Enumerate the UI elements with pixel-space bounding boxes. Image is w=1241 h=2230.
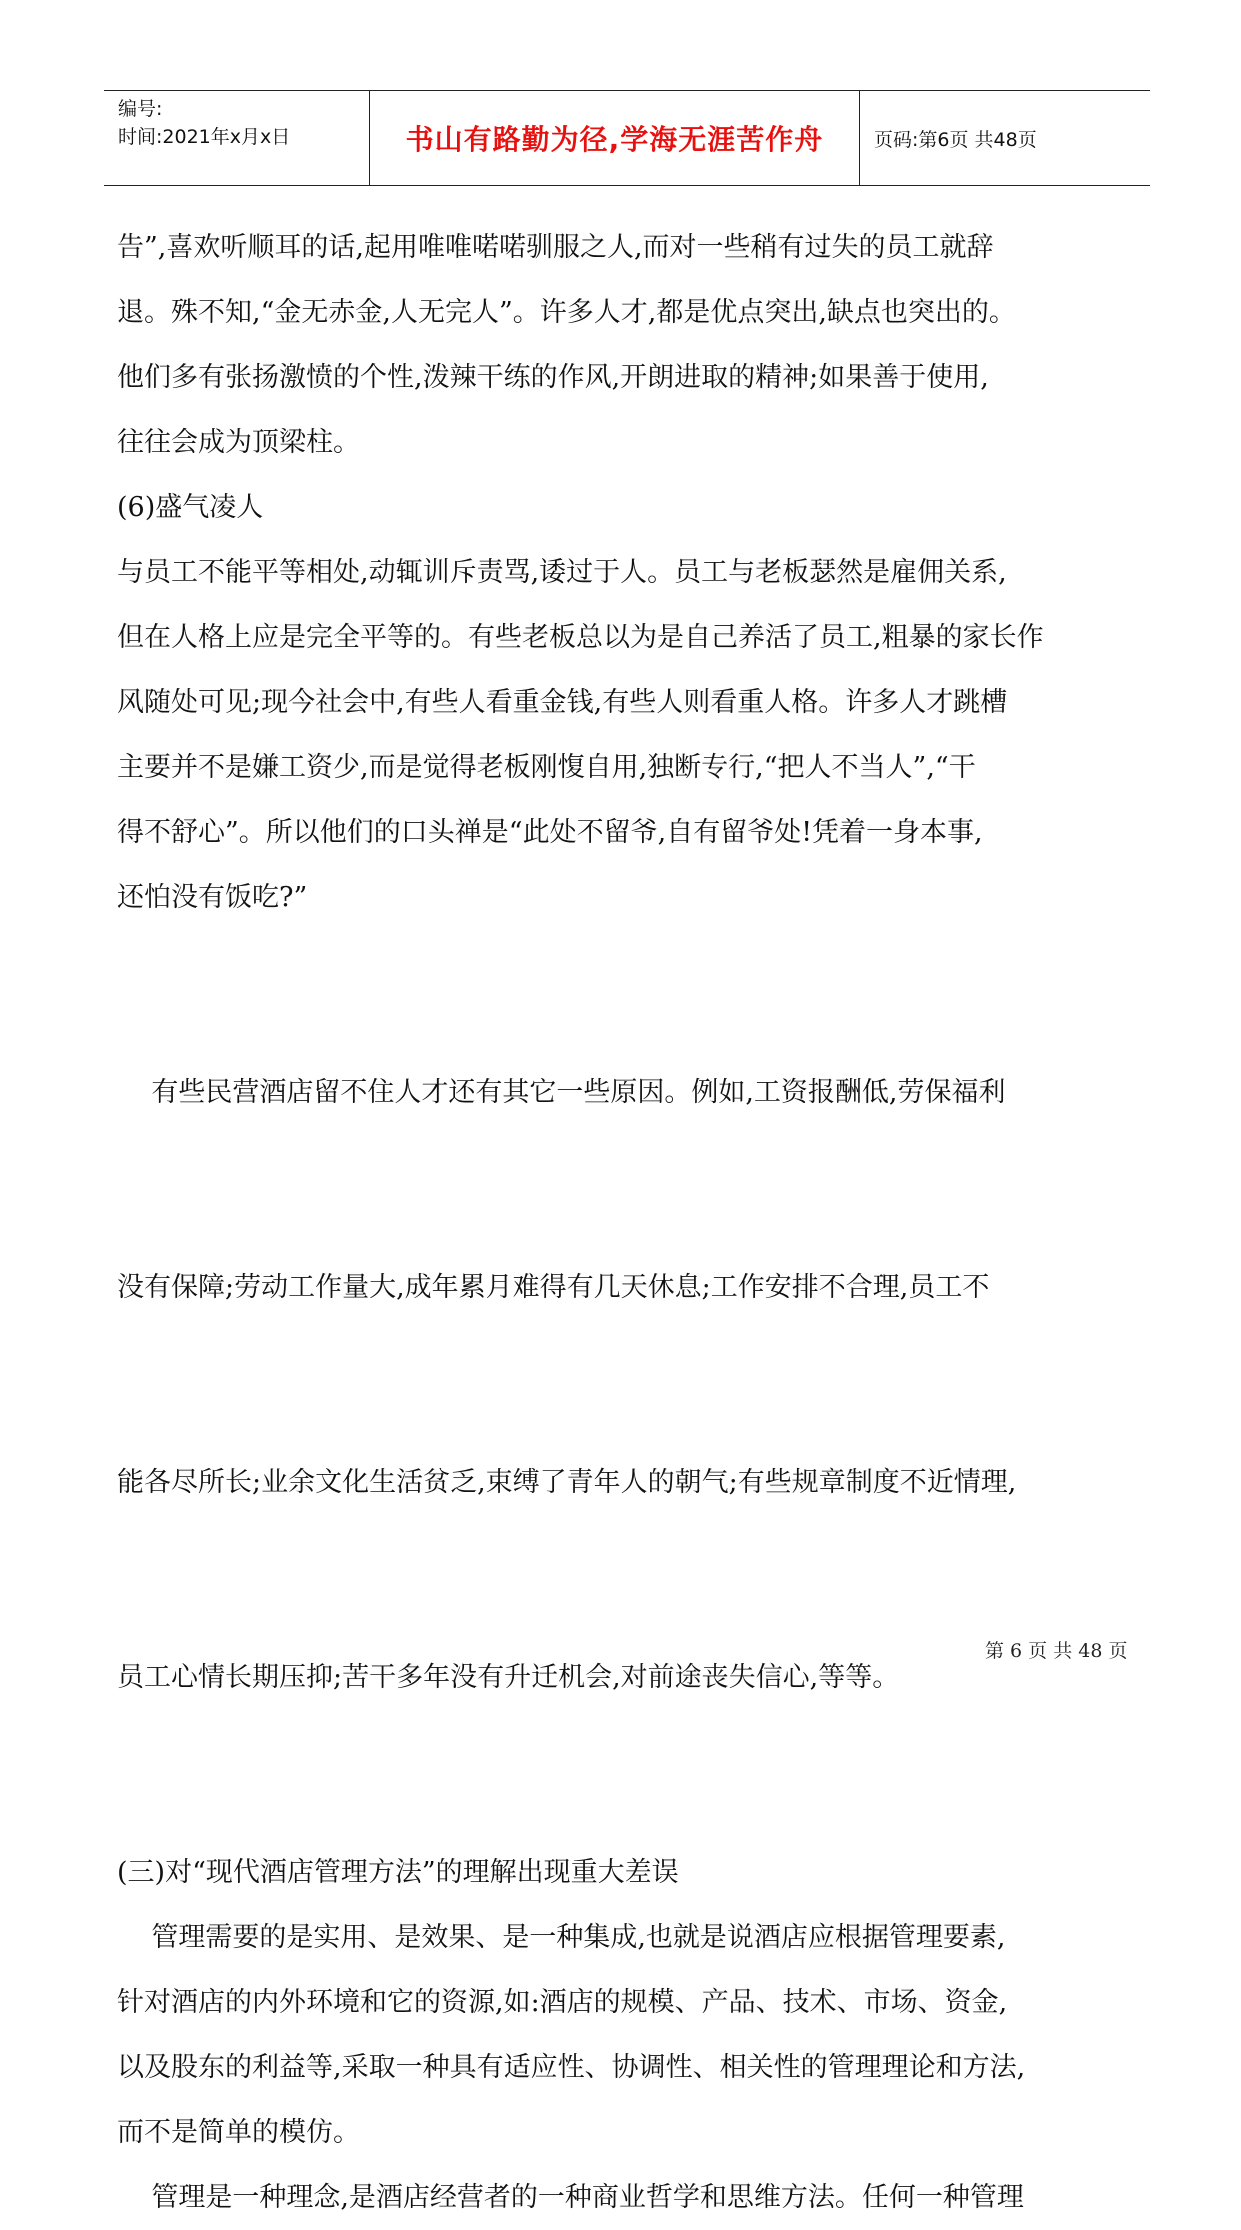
document-time: 时间:2021年x月x日 [118,126,291,148]
text-line: 管理需要的是实用、是效果、是一种集成,也就是说酒店应根据管理要素, [117,1922,1006,1953]
page-header [104,90,1150,186]
header-motto: 书山有路勤为径,学海无涯苦作舟 [370,91,860,185]
text-line: 主要并不是嫌工资少,而是觉得老板刚愎自用,独断专行,“把人不当人”,“干 [117,752,976,783]
text-line: 往往会成为顶梁柱。 [117,427,360,458]
paragraph-3 [117,930,1147,1840]
text-line: 还怕没有饭吃?” [117,882,308,913]
text-line: 告”,喜欢听顺耳的话,起用唯唯喏喏驯服之人,而对一些稍有过失的员工就辞 [117,232,994,263]
text-line: 员工心情长期压抑;苦干多年没有升迁机会,对前途丧失信心,等等。 [117,1662,900,1693]
text-line: (6)盛气凌人 [117,492,264,523]
paragraph-2 [117,540,1147,930]
page-footer: 第 6 页 共 48 页 [985,1640,1128,1662]
text-line: 而不是简单的模仿。 [117,2117,360,2148]
text-line: 管理是一种理念,是酒店经营者的一种商业哲学和思维方法。任何一种管理 [117,2182,1024,2213]
text-line: 退。殊不知,“金无赤金,人无完人”。许多人才,都是优点突出,缺点也突出的。 [117,297,1016,328]
paragraph-4 [117,1905,1147,2165]
text-line: 能各尽所长;业余文化生活贫乏,束缚了青年人的朝气;有些规章制度不近情理, [117,1467,1017,1498]
text-line: 没有保障;劳动工作量大,成年累月难得有几天休息;工作安排不合理,员工不 [117,1272,990,1303]
text-line: 他们多有张扬激愤的个性,泼辣干练的作风,开朗进取的精神;如果善于使用, [117,362,989,393]
text-line: 风随处可见;现今社会中,有些人看重金钱,有些人则看重人格。许多人才跳槽 [117,687,1008,718]
text-line: 但在人格上应是完全平等的。有些老板总以为是自己养活了员工,粗暴的家长作 [117,622,1044,653]
section-heading-6 [117,475,1147,540]
paragraph-1 [117,215,1147,475]
header-page-number: 页码:第6页 共48页 [874,128,1037,151]
paragraph-5 [117,2165,1147,2230]
text-line: 以及股东的利益等,采取一种具有适应性、协调性、相关性的管理理论和方法, [117,2052,1026,2083]
section-heading-3 [117,1840,1147,1905]
text-line: (三)对“现代酒店管理方法”的理解出现重大差误 [117,1857,679,1888]
text-line: 针对酒店的内外环境和它的资源,如:酒店的规模、产品、技术、市场、资金, [117,1987,1008,2018]
body-text [117,215,1147,2230]
text-line: 与员工不能平等相处,动辄训斥责骂,诿过于人。员工与老板瑟然是雇佣关系, [117,557,1007,588]
document-number: 编号: [118,98,163,120]
text-line: 得不舒心”。所以他们的口头禅是“此处不留爷,自有留爷处!凭着一身本事, [117,817,983,848]
text-line: 有些民营酒店留不住人才还有其它一些原因。例如,工资报酬低,劳保福利 [117,1077,1006,1108]
header-meta [104,91,370,185]
